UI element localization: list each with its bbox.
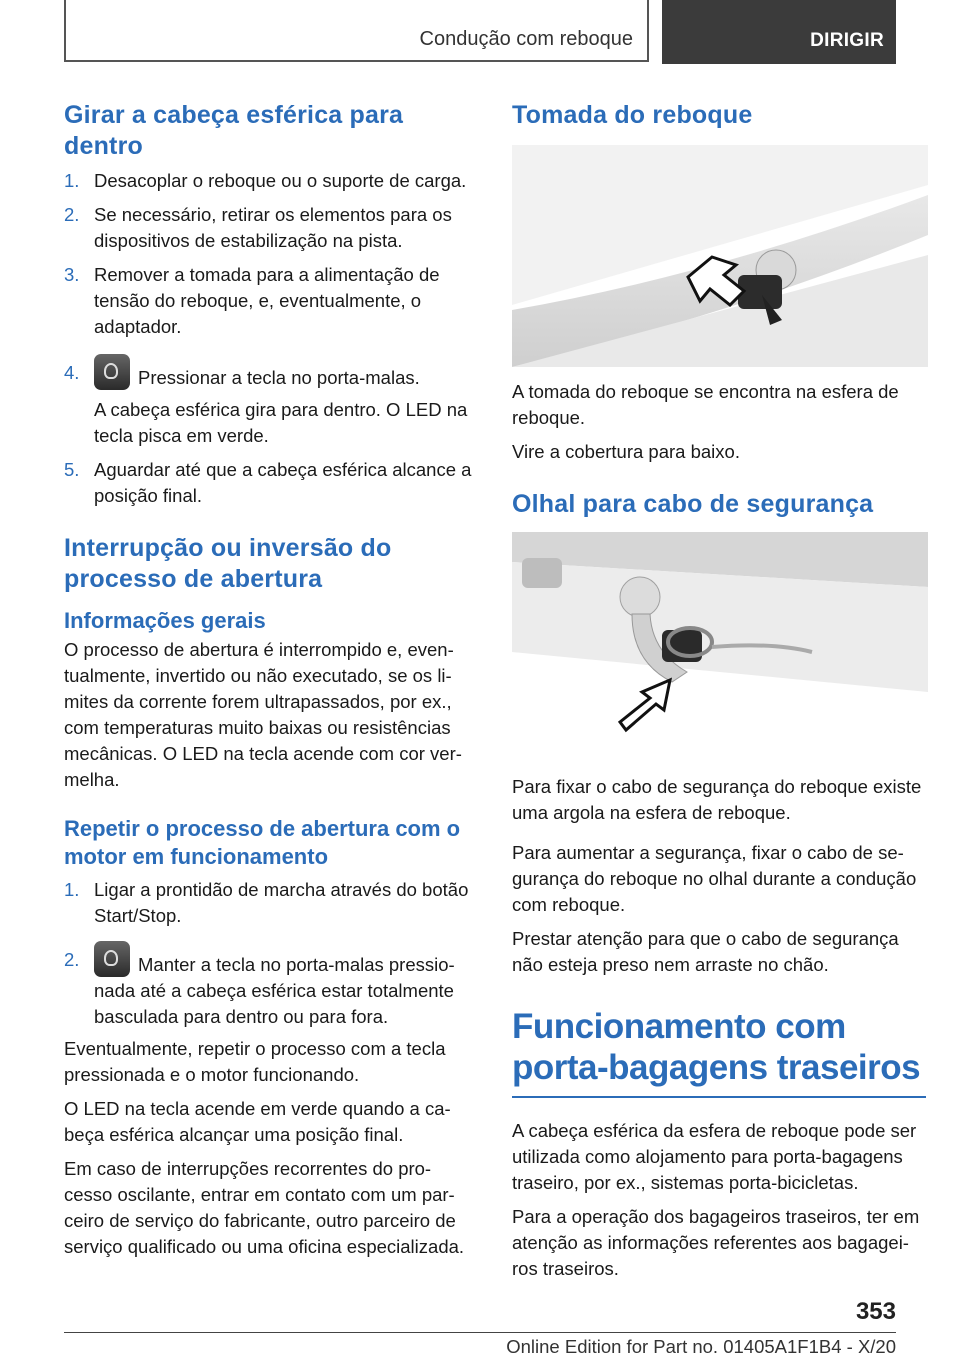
list-item: [64, 262, 478, 340]
tow-socket-image: [512, 145, 928, 367]
step-number: 1.: [64, 879, 80, 900]
safety-eye-image: [512, 532, 928, 754]
step-number: 2.: [64, 949, 80, 970]
section-box: [64, 0, 649, 62]
list-item: [64, 168, 478, 194]
paragraph: Para a operação dos bagageiros traseiros, ter em atenção as informações referentes aos bagagei-ros traseiros.: [512, 1206, 920, 1279]
heading-olhal: Olhal para cabo de segurança: [512, 490, 874, 518]
list-item: [64, 877, 478, 929]
section-title: Condução com reboque: [419, 28, 633, 50]
heading-tomada: Tomada do reboque: [512, 101, 753, 129]
girar-steps: [64, 168, 478, 509]
list-item: [64, 202, 478, 254]
step-number: 3.: [64, 264, 80, 285]
step-text: Remover a tomada para a alimentação de tensão do reboque, e, eventualmente, o adaptador.: [94, 264, 440, 337]
paragraph: O LED na tecla acende em verde quando a ca-beça esférica alcançar uma posição final.: [64, 1098, 451, 1145]
chapter-tab: [662, 0, 896, 64]
left-column: [64, 100, 478, 1260]
list-item: [64, 457, 478, 509]
paragraph-info: O processo de abertura é interrompido e, even-tualmente, invertido ou não executado, se os li-mites da corrente forem ultrapassados, por ex., com temperaturas muito baixas ou resistências mecânicas. O LED na tecla acende com cor ver-melha.: [64, 639, 462, 790]
footer-divider: [64, 1332, 896, 1333]
chapter-title: DIRIGIR: [810, 30, 884, 51]
paragraph: Prestar atenção para que o cabo de segurança não esteja preso nem arraste no chão.: [512, 928, 899, 975]
step-text: Pressionar a tecla no porta-malas.: [138, 367, 420, 388]
heading-repetir: Repetir o processo de abertura com o motor em funcionamento: [64, 816, 461, 869]
step-text: Aguardar até que a cabeça esférica alcance a posição final.: [94, 459, 472, 506]
right-column: [512, 100, 926, 1282]
page-number: 353: [855, 1298, 896, 1325]
heading-girar: Girar a cabeça esférica para dentro: [64, 101, 404, 160]
paragraph: Para aumentar a segurança, fixar o cabo de se-gurança do reboque no olhal durante a condução com reboque.: [512, 842, 917, 915]
step-number: 1.: [64, 170, 80, 191]
paragraph: Em caso de interrupções recorrentes do pro-cesso oscilante, entrar em contato com um par-ceiro de serviço do fabricante, outro parceiro de serviço qualificado ou uma oficina especializada.: [64, 1158, 465, 1257]
step-result: A cabeça esférica gira para dentro. O LED na tecla pisca em verde.: [94, 399, 468, 446]
step-number: 4.: [64, 362, 80, 383]
repetir-steps: [64, 877, 478, 1030]
step-number: 2.: [64, 204, 80, 225]
paragraph: Para fixar o cabo de segurança do reboque existe uma argola na esfera de reboque.: [512, 776, 922, 823]
list-item: [64, 941, 478, 1030]
trunk-button-icon: [94, 941, 130, 977]
step-number: 5.: [64, 459, 80, 480]
list-item: [64, 354, 478, 449]
step-text: Desacoplar o reboque ou o suporte de carga.: [94, 170, 467, 191]
heading-rule: [512, 1096, 926, 1098]
step-text: Ligar a prontidão de marcha através do botão Start/Stop.: [94, 879, 469, 926]
heading-funcionamento: Funcionamento com porta-bagagens traseiros: [512, 1007, 921, 1087]
paragraph: Vire a cobertura para baixo.: [512, 441, 740, 462]
page-header: [64, 0, 896, 64]
step-text: Se necessário, retirar os elementos para os dispositivos de estabilização na pista.: [94, 204, 452, 251]
paragraph: A tomada do reboque se encontra na esfera de reboque.: [512, 381, 899, 428]
trunk-button-icon: [94, 354, 130, 390]
paragraph: A cabeça esférica da esfera de reboque pode ser utilizada como alojamento para porta-bagagens traseiro, por ex., sistemas porta-bicicletas.: [512, 1120, 917, 1193]
paragraph: Eventualmente, repetir o processo com a tecla pressionada e o motor funcionando.: [64, 1038, 446, 1085]
step-text: Manter a tecla no porta-malas pressio-nada até a cabeça esférica estar totalmente basculada para dentro ou para fora.: [94, 954, 455, 1027]
heading-interrupcao: Interrupção ou inversão do processo de abertura: [64, 534, 392, 593]
heading-info: Informações gerais: [64, 608, 266, 633]
edition-text: Online Edition for Part no. 01405A1F1B4 - X/20: [506, 1336, 896, 1357]
